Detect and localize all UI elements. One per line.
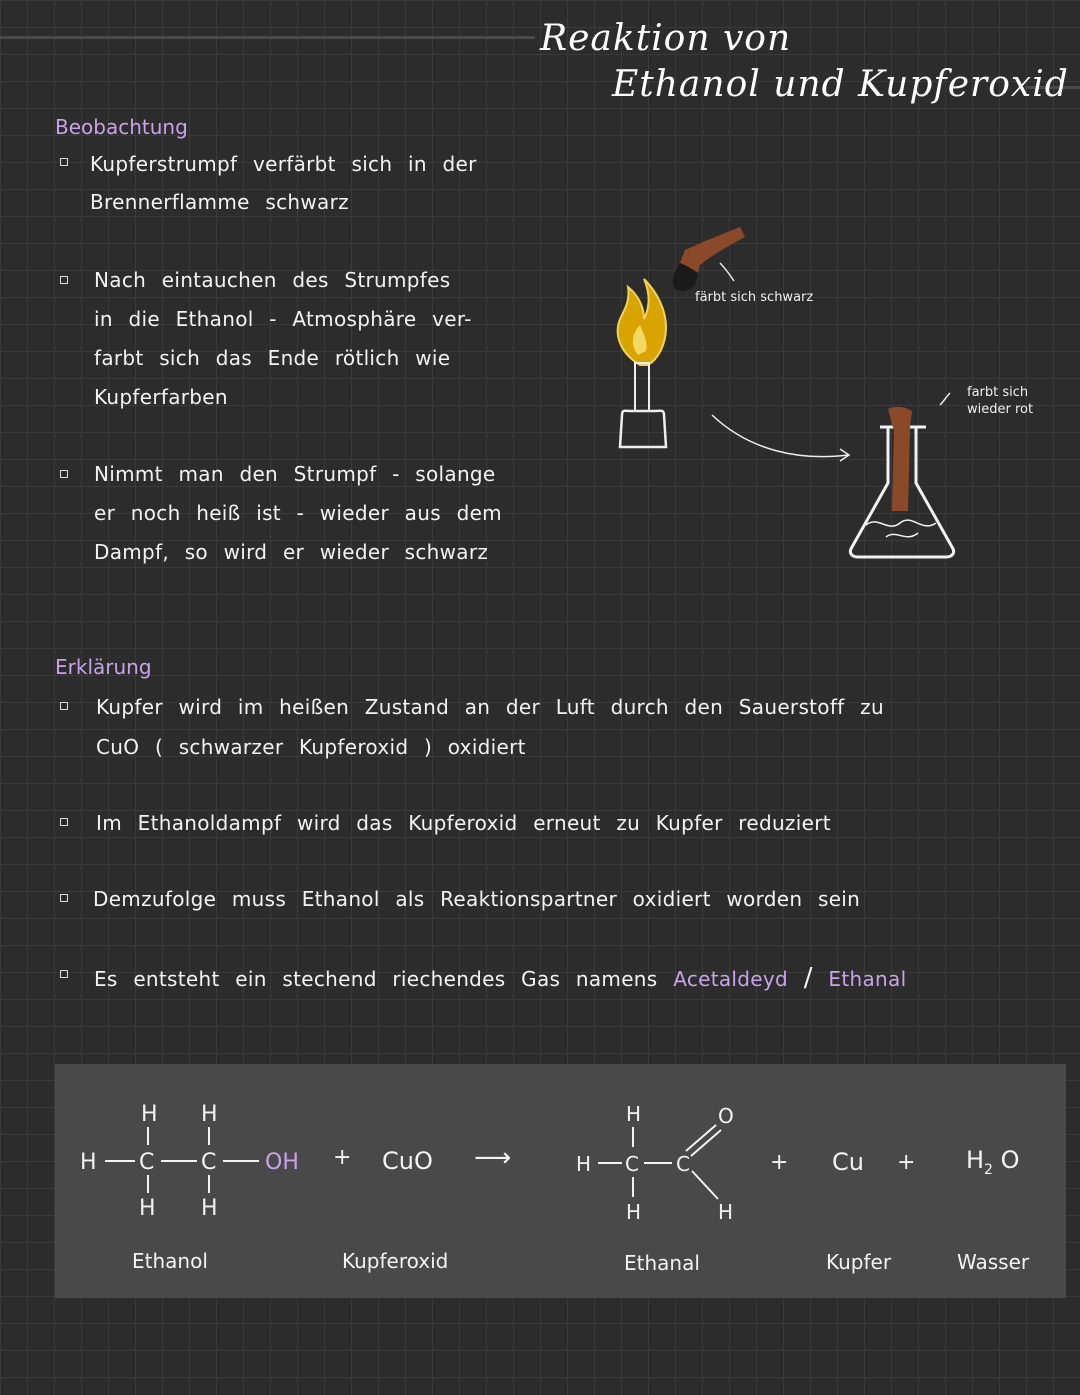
atom-h: H — [201, 1196, 218, 1221]
atom-c: C — [201, 1150, 217, 1175]
atom-h: H — [626, 1200, 642, 1224]
observation-2-line-4: Kupferfarben — [94, 385, 228, 409]
label-copper-oxide: Kupferoxid — [342, 1249, 449, 1273]
observation-1-line-1: Kupferstrumpf verfärbt sich in der — [90, 152, 477, 176]
plus-sign: + — [770, 1150, 789, 1175]
observation-3-line-3: Dampf, so wird er wieder schwarz — [94, 540, 489, 564]
water-formula — [966, 1146, 1020, 1178]
atom-h: H — [626, 1102, 642, 1126]
observation-heading: Beobachtung — [55, 115, 188, 139]
observation-3-line-1: Nimmt man den Strumpf - solange — [94, 462, 496, 486]
observation-2-line-2: in die Ethanol - Atmosphäre ver- — [94, 307, 472, 331]
bullet-icon — [60, 470, 68, 478]
bullet-icon — [60, 276, 68, 284]
page-title-line2: Ethanol und Kupferoxid — [612, 64, 1069, 105]
atom-h: H — [718, 1200, 734, 1224]
atom-c: C — [676, 1152, 690, 1176]
ethanol-structure — [75, 1095, 315, 1225]
pointer-line-icon — [940, 393, 950, 405]
bullet-icon — [60, 158, 68, 166]
explanation-3: Demzufolge muss Ethanol als Reaktionspartner oxidiert worden sein — [93, 887, 861, 911]
liquid-wave-icon — [866, 520, 936, 526]
water-h: H — [966, 1146, 985, 1174]
explanation-4 — [94, 963, 906, 993]
explanation-2: Im Ethanoldampf wird das Kupferoxid erneut zu Kupfer reduziert — [96, 811, 831, 835]
plus-sign: + — [333, 1145, 352, 1170]
reaction-arrow: ⟶ — [474, 1143, 512, 1173]
copper-oxide-formula: CuO — [382, 1147, 433, 1175]
pointer-line-icon — [720, 263, 734, 281]
burner-base-icon — [620, 411, 666, 447]
observation-1-line-2: Brennerflamme schwarz — [90, 190, 349, 214]
bullet-icon — [60, 894, 68, 902]
copper-mesh-red-icon — [888, 407, 912, 511]
water-o: O — [1000, 1146, 1020, 1174]
page-title-line1: Reaktion von — [540, 18, 792, 59]
label-turns-red-1: farbt sich — [967, 385, 1029, 400]
atom-h: H — [576, 1152, 592, 1176]
atom-h: H — [80, 1150, 97, 1175]
explanation-1-line-1: Kupfer wird im heißen Zustand an der Luft durch den Sauerstoff zu — [96, 695, 884, 719]
liquid-wave-icon — [886, 533, 918, 537]
label-copper: Kupfer — [826, 1250, 892, 1274]
transfer-arrow-icon — [712, 415, 848, 457]
explanation-heading: Erklärung — [55, 655, 152, 679]
label-ethanal: Ethanal — [624, 1251, 700, 1275]
term-ethanal: Ethanal — [828, 967, 907, 991]
atom-c: C — [139, 1150, 155, 1175]
atom-o: O — [718, 1104, 734, 1128]
label-ethanol: Ethanol — [132, 1249, 208, 1273]
atom-h: H — [201, 1102, 218, 1127]
atom-c: C — [625, 1152, 639, 1176]
hydroxyl-group: OH — [265, 1150, 299, 1175]
bullet-icon — [60, 702, 68, 710]
plus-sign: + — [897, 1150, 916, 1175]
copper-formula: Cu — [832, 1148, 864, 1176]
explanation-4-text: Es entsteht ein stechend riechendes Gas namens — [94, 967, 658, 991]
burner-tube-icon — [635, 363, 649, 411]
bullet-icon — [60, 818, 68, 826]
label-turns-black: färbt sich schwarz — [695, 290, 814, 305]
label-water: Wasser — [957, 1250, 1030, 1274]
atom-h: H — [139, 1196, 156, 1221]
water-subscript: 2 — [984, 1161, 993, 1178]
observation-2-line-3: farbt sich das Ende rötlich wie — [94, 346, 451, 370]
title-rule-left — [0, 36, 535, 39]
explanation-1-line-2: CuO ( schwarzer Kupferoxid ) oxidiert — [96, 735, 526, 759]
bullet-icon — [60, 970, 68, 978]
atom-h: H — [141, 1102, 158, 1127]
label-turns-red-2: wieder rot — [967, 402, 1034, 417]
observation-2-line-1: Nach eintauchen des Strumpfes — [94, 268, 451, 292]
term-separator: / — [803, 963, 813, 993]
term-acetaldehyde: Acetaldeyd — [673, 967, 789, 991]
observation-3-line-2: er noch heiß ist - wieder aus dem — [94, 501, 502, 525]
ethanal-structure — [570, 1095, 750, 1230]
